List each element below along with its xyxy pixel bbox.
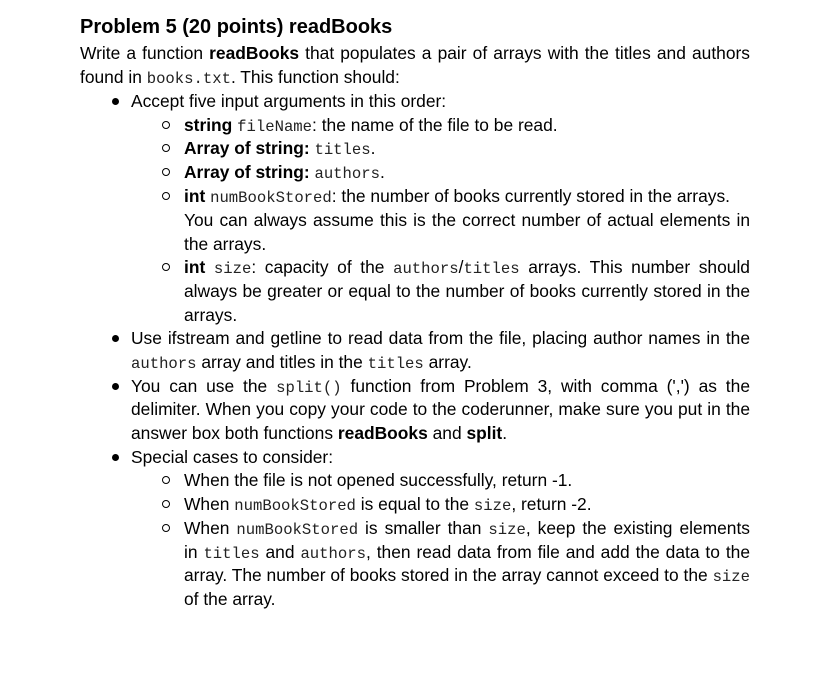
- case-smaller-size-cont: array. The number of books stored in the array cannot exceed to the size: [184, 565, 750, 586]
- arg-numbookstored-cont: You can always assume this is the correct number of actual elements in: [184, 210, 750, 230]
- sub-bullet-icon: [159, 160, 173, 184]
- sub-bullet-icon: [159, 184, 173, 208]
- special-bullet: Special cases to consider:: [131, 447, 334, 467]
- split-bullet-cont: delimiter. When you copy your code to the coderunner, make sure you put in the: [131, 399, 750, 419]
- arg-authors: Array of string: authors.: [184, 162, 385, 183]
- arg-filename: string fileName: the name of the file to be read.: [184, 115, 558, 136]
- sub-bullet-icon: [159, 113, 173, 137]
- split-bullet: You can use the split() function from Problem 3, with comma (',') as the: [131, 376, 750, 397]
- arg-numbookstored: int numBookStored: the number of books currently stored in the arrays.: [184, 186, 730, 207]
- problem-title: Problem 5 (20 points) readBooks: [80, 16, 393, 38]
- bullet-icon: [108, 326, 122, 350]
- case-smaller-size-cont: in titles and authors, then read data from file and add the data to the: [184, 542, 750, 563]
- arg-numbookstored-cont: the arrays.: [184, 234, 267, 254]
- case-smaller-size: When numBookStored is smaller than size, keep the existing elements: [184, 518, 751, 539]
- intro-line-2: found in books.txt. This function should:: [80, 67, 400, 88]
- bullet-icon: [108, 374, 122, 398]
- case-equal-size: When numBookStored is equal to the size, return -2.: [184, 494, 592, 515]
- intro-line-1: Write a function readBooks that populates a pair of arrays with the titles and authors: [80, 43, 750, 63]
- sub-bullet-icon: [159, 468, 173, 492]
- sub-bullet-icon: [159, 136, 173, 160]
- arg-size-cont: always be greater or equal to the number of books currently stored in the: [184, 281, 750, 301]
- ifstream-bullet: Use ifstream and getline to read data from the file, placing author names in the: [131, 328, 750, 348]
- bullet-icon: [108, 89, 122, 113]
- arg-size: int size: capacity of the authors/titles arrays. This number should: [184, 257, 750, 278]
- case-smaller-size-cont: of the array.: [184, 589, 276, 609]
- args-bullet: Accept five input arguments in this order:: [131, 91, 447, 111]
- ifstream-bullet-cont: authors array and titles in the titles array.: [131, 352, 472, 373]
- bullet-icon: [108, 445, 122, 469]
- arg-size-cont: arrays.: [184, 305, 238, 325]
- split-bullet-cont: answer box both functions readBooks and split.: [131, 423, 508, 443]
- sub-bullet-icon: [159, 516, 173, 540]
- sub-bullet-icon: [159, 492, 173, 516]
- arg-titles: Array of string: titles.: [184, 138, 376, 159]
- case-not-opened: When the file is not opened successfully, return -1.: [184, 470, 573, 490]
- sub-bullet-icon: [159, 255, 173, 279]
